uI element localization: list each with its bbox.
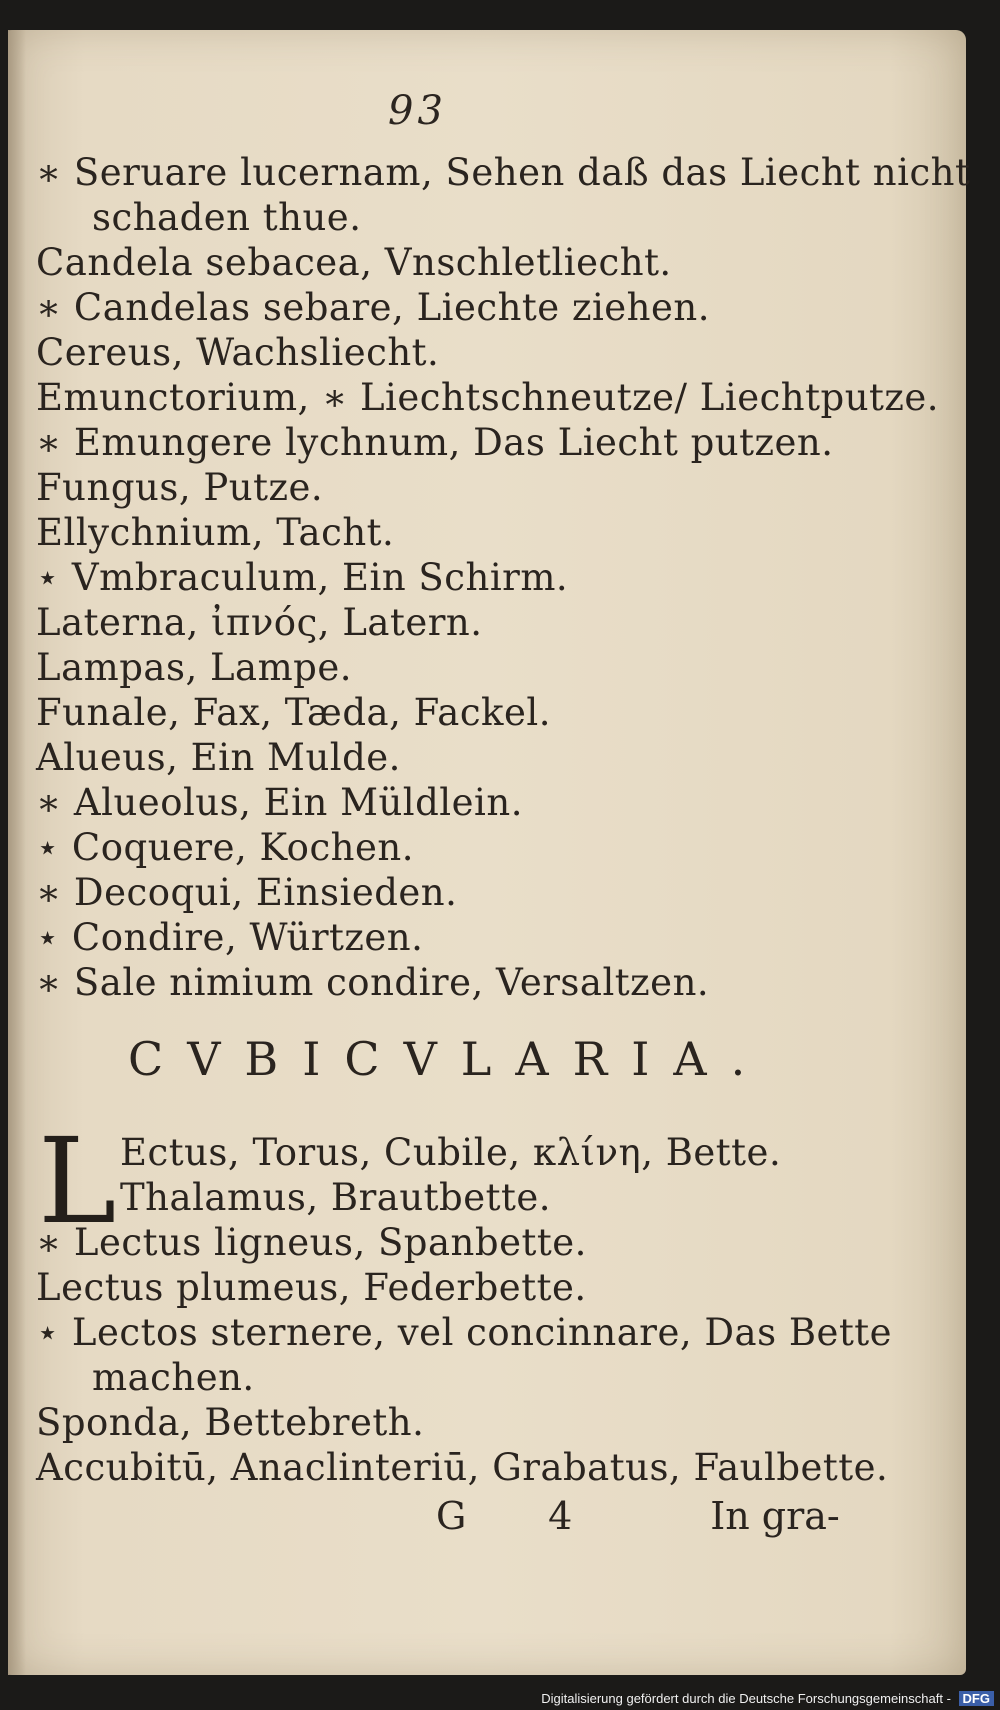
section-heading: CVBICVLARIA. [128, 1032, 770, 1086]
text-line: Fungus, Putze. [36, 466, 324, 509]
text-line: Thalamus, Brautbette. [120, 1176, 551, 1219]
text-line: Funale, Fax, Tæda, Fackel. [36, 691, 551, 734]
text-line: Candela sebacea, Vnschletliecht. [36, 241, 672, 284]
text-line: schaden thue. [92, 196, 362, 239]
digitization-credit [541, 1691, 994, 1706]
drop-cap-initial: L [38, 1112, 117, 1250]
text-line: ∗ Seruare lucernam, Sehen daß das Liecht nicht [36, 151, 971, 194]
text-line: ∗ Lectus ligneus, Spanbette. [36, 1221, 587, 1264]
text-line: Cereus, Wachsliecht. [36, 331, 440, 374]
text-line: ⋆ Condire, Würtzen. [36, 916, 424, 959]
text-line: Lampas, Lampe. [36, 646, 353, 689]
catchword: In gra- [710, 1494, 840, 1538]
text-line: Laterna, ἰπνός, Latern. [36, 601, 483, 644]
text-line: Ectus, Torus, Cubile, κλίνη, Bette. [120, 1131, 782, 1174]
text-line: Lectus plumeus, Federbette. [36, 1266, 587, 1309]
signature-mark: G [436, 1494, 467, 1538]
text-line: Sponda, Bettebreth. [36, 1401, 425, 1444]
text-line: machen. [92, 1356, 255, 1399]
text-line: Alueus, Ein Mulde. [36, 736, 401, 779]
text-line: ∗ Emungere lychnum, Das Liecht putzen. [36, 421, 834, 464]
page-edge-shadow [8, 30, 26, 1675]
text-line: ∗ Sale nimium condire, Versaltzen. [36, 961, 710, 1004]
text-line: ∗ Candelas sebare, Liechte ziehen. [36, 286, 710, 329]
text-line: ⋆ Vmbraculum, Ein Schirm. [36, 556, 569, 599]
text-line: Accubitū, Anaclinteriū, Grabatus, Faulbette. [36, 1446, 889, 1489]
glossary-lines-bottom [36, 1130, 893, 1490]
text-line: ∗ Alueolus, Ein Müldlein. [36, 781, 523, 824]
page-number: 93 [388, 88, 447, 134]
catchline [436, 1494, 840, 1538]
text-line: ⋆ Lectos sternere, vel concinnare, Das Bette [36, 1311, 893, 1354]
glossary-lines-top [36, 150, 971, 1005]
text-line: ⋆ Coquere, Kochen. [36, 826, 414, 869]
text-line: Emunctorium, ∗ Liechtschneutze/ Liechtputze. [36, 376, 940, 419]
credit-text: Digitalisierung gefördert durch die Deutsche Forschungsgemeinschaft - [541, 1691, 951, 1706]
text-line: ∗ Decoqui, Einsieden. [36, 871, 458, 914]
dfg-logo: DFG [959, 1691, 994, 1706]
signature-number: 4 [548, 1494, 573, 1538]
text-line: Ellychnium, Tacht. [36, 511, 395, 554]
